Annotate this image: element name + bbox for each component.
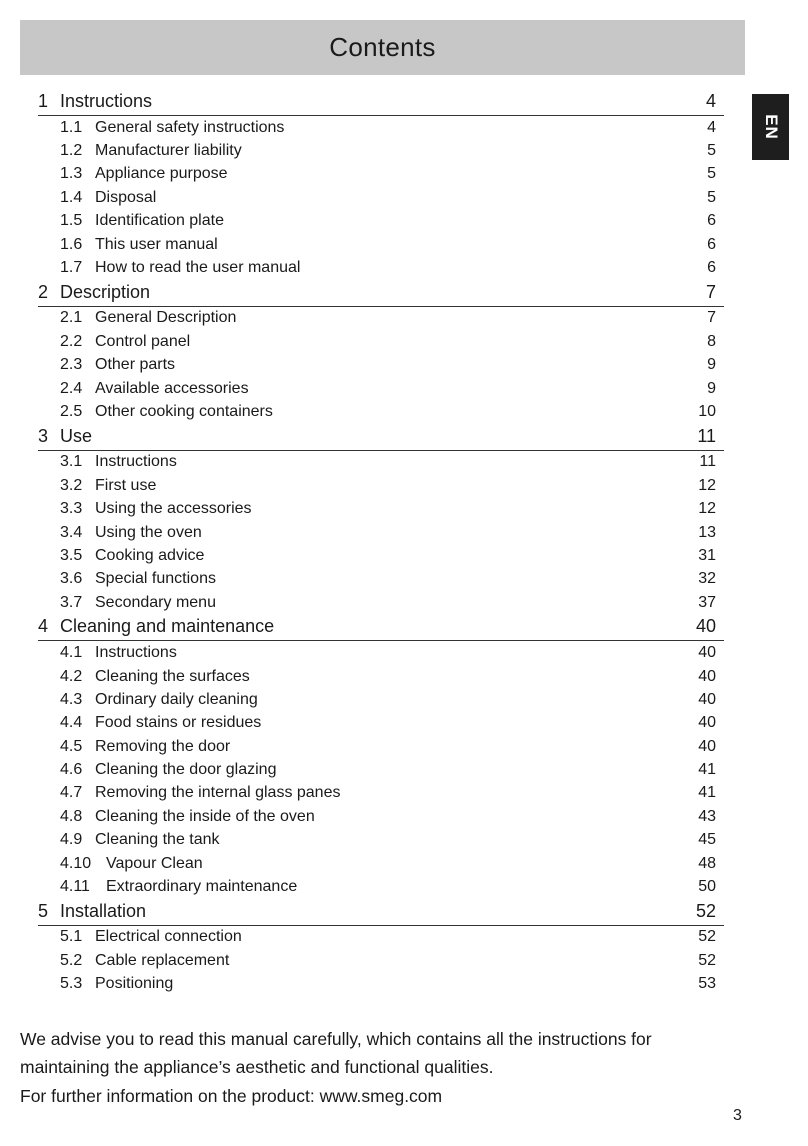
section-number: 4.4: [60, 714, 83, 732]
section-number: 3.6: [60, 570, 83, 588]
section-title: Cable replacement: [95, 951, 230, 969]
toc-chapter[interactable]: [38, 899, 724, 926]
section-heading: [60, 784, 340, 802]
section-number: 4.2: [60, 667, 83, 685]
chapter-number: 1: [38, 91, 49, 111]
section-page: 40: [698, 690, 716, 708]
section-title: Other cooking containers: [95, 402, 273, 420]
section-page: 48: [698, 854, 716, 872]
section-heading: [60, 691, 258, 709]
section-number: 4.8: [60, 807, 83, 825]
footer-note: [20, 1025, 740, 1110]
contents-title-bar: [20, 20, 745, 75]
toc-section[interactable]: [38, 758, 724, 781]
section-page: 6: [707, 212, 716, 230]
toc-chapter[interactable]: [38, 89, 724, 116]
section-number: 3.5: [60, 546, 83, 564]
toc-section[interactable]: [38, 210, 724, 233]
section-title: This user manual: [95, 235, 218, 253]
chapter-heading: [38, 282, 150, 303]
section-heading: [60, 831, 220, 849]
section-number: 4.9: [60, 831, 83, 849]
section-heading: [60, 668, 250, 686]
page-number: 3: [733, 1107, 742, 1124]
toc-section[interactable]: [38, 568, 724, 591]
section-number: 4.10: [60, 854, 92, 872]
section-heading: [60, 477, 156, 495]
section-title: Secondary menu: [95, 593, 216, 611]
section-number: 4.6: [60, 761, 83, 779]
section-number: 1.5: [60, 212, 83, 230]
section-title: First use: [95, 476, 157, 494]
section-title: Other parts: [95, 356, 176, 374]
section-title: General safety instructions: [95, 118, 285, 136]
section-heading: [60, 855, 203, 873]
section-title: Vapour Clean: [106, 854, 203, 872]
section-title: Instructions: [95, 453, 177, 471]
section-heading: [60, 644, 177, 662]
section-heading: [60, 119, 284, 137]
chapter-page: 52: [695, 900, 716, 921]
section-heading: [60, 594, 216, 612]
toc-section[interactable]: [38, 451, 724, 474]
chapter-heading: [38, 91, 152, 112]
section-page: 8: [707, 332, 716, 350]
toc-section[interactable]: [38, 139, 724, 162]
info-text: For further information on the product: www.smeg.com: [20, 1086, 443, 1106]
section-page: 4: [707, 118, 716, 136]
section-number: 3.1: [60, 453, 83, 471]
section-number: 5.2: [60, 951, 83, 969]
toc-section[interactable]: [38, 875, 724, 898]
section-heading: [60, 165, 228, 183]
section-heading: [60, 259, 300, 277]
section-title: Cleaning the surfaces: [95, 667, 250, 685]
chapter-title: Instructions: [60, 91, 153, 111]
section-title: Special functions: [95, 570, 216, 588]
section-title: Food stains or residues: [95, 714, 262, 732]
language-label: EN: [761, 114, 781, 140]
section-page: 43: [698, 807, 716, 825]
table-of-contents: [38, 89, 724, 996]
section-page: 7: [707, 309, 716, 327]
advice-text: We advise you to read this manual carefully, which contains all the instructions for maintaining the appliance’s aesthetic and functional qualities.: [20, 1029, 652, 1077]
toc-section[interactable]: [38, 377, 724, 400]
section-title: Available accessories: [95, 379, 249, 397]
section-heading: [60, 975, 173, 993]
section-title: Extraordinary maintenance: [106, 878, 298, 896]
chapter-title: Cleaning and maintenance: [60, 616, 275, 637]
toc-section[interactable]: [38, 521, 724, 544]
section-number: 4.1: [60, 644, 83, 662]
section-number: 4.5: [60, 737, 83, 755]
toc-section[interactable]: [38, 330, 724, 353]
toc-section[interactable]: [38, 852, 724, 875]
chapter-page: 4: [705, 91, 716, 111]
section-page: 41: [698, 784, 716, 802]
section-title: Disposal: [95, 188, 157, 206]
section-heading: [60, 952, 229, 970]
toc-section[interactable]: [38, 805, 724, 828]
section-page: 5: [707, 165, 716, 183]
section-page: 50: [698, 878, 716, 896]
section-title: Ordinary daily cleaning: [95, 690, 258, 708]
section-heading: [60, 212, 224, 230]
toc-section[interactable]: [38, 474, 724, 497]
chapter-page: 40: [695, 616, 716, 637]
section-page: 6: [707, 259, 716, 277]
chapter-number: 5: [38, 900, 49, 921]
section-heading: [60, 928, 242, 946]
section-number: 1.6: [60, 235, 83, 253]
section-page: 10: [698, 402, 716, 420]
section-number: 4.7: [60, 784, 83, 802]
section-title: Control panel: [95, 332, 191, 350]
section-number: 4.3: [60, 690, 83, 708]
section-title: Removing the door: [95, 737, 231, 755]
toc-section[interactable]: [38, 829, 724, 852]
section-page: 40: [698, 714, 716, 732]
section-page: 32: [698, 570, 716, 588]
section-heading: [60, 524, 202, 542]
section-heading: [60, 714, 261, 732]
section-heading: [60, 309, 236, 327]
section-heading: [60, 738, 230, 756]
section-page: 45: [698, 831, 716, 849]
section-page: 53: [698, 975, 716, 993]
section-title: General Description: [95, 309, 237, 327]
section-title: Electrical connection: [95, 928, 242, 946]
toc-section[interactable]: [38, 949, 724, 972]
section-page: 9: [707, 379, 716, 397]
section-title: Using the accessories: [95, 500, 252, 518]
section-number: 2.2: [60, 332, 83, 350]
section-page: 5: [707, 142, 716, 160]
section-heading: [60, 570, 216, 588]
section-number: 3.3: [60, 500, 83, 518]
section-page: 40: [698, 737, 716, 755]
section-title: Positioning: [95, 975, 174, 993]
section-page: 13: [698, 523, 716, 541]
section-number: 3.7: [60, 593, 83, 611]
section-title: Using the oven: [95, 523, 202, 541]
toc-section[interactable]: [38, 665, 724, 688]
section-heading: [60, 380, 249, 398]
section-number: 1.3: [60, 165, 83, 183]
toc-section[interactable]: [38, 973, 724, 996]
section-page: 12: [698, 500, 716, 518]
chapter-heading: [38, 616, 274, 637]
toc-section[interactable]: [38, 233, 724, 256]
section-page: 31: [698, 546, 716, 564]
section-page: 52: [698, 951, 716, 969]
section-page: 5: [707, 188, 716, 206]
section-page: 6: [707, 235, 716, 253]
language-tab: [752, 94, 789, 160]
chapter-number: 3: [38, 425, 49, 446]
section-number: 1.1: [60, 118, 83, 136]
section-heading: [60, 189, 156, 207]
toc-section[interactable]: [38, 256, 724, 279]
toc-section[interactable]: [38, 735, 724, 758]
section-number: 2.1: [60, 309, 83, 327]
chapter-number: 2: [38, 281, 49, 302]
chapter-heading: [38, 901, 146, 922]
section-title: Cleaning the door glazing: [95, 761, 277, 779]
toc-chapter[interactable]: [38, 280, 724, 307]
toc-section[interactable]: [38, 116, 724, 139]
toc-chapter[interactable]: [38, 614, 724, 641]
section-heading: [60, 878, 297, 896]
section-title: Manufacturer liability: [95, 142, 242, 160]
section-heading: [60, 333, 190, 351]
section-title: Removing the internal glass panes: [95, 784, 341, 802]
section-number: 2.5: [60, 402, 83, 420]
section-number: 5.1: [60, 928, 83, 946]
section-title: How to read the user manual: [95, 259, 301, 277]
section-page: 40: [698, 667, 716, 685]
toc-section[interactable]: [38, 544, 724, 567]
toc-section[interactable]: [38, 354, 724, 377]
section-page: 52: [698, 928, 716, 946]
toc-section[interactable]: [38, 641, 724, 664]
toc-section[interactable]: [38, 782, 724, 805]
page-title: Contents: [329, 32, 436, 62]
section-page: 9: [707, 356, 716, 374]
toc-section[interactable]: [38, 712, 724, 735]
toc-section[interactable]: [38, 591, 724, 614]
section-page: 37: [698, 593, 716, 611]
section-title: Appliance purpose: [95, 165, 228, 183]
section-number: 4.11: [60, 878, 90, 896]
toc-section[interactable]: [38, 163, 724, 186]
section-title: Cleaning the inside of the oven: [95, 807, 315, 825]
section-number: 3.2: [60, 476, 83, 494]
chapter-title: Installation: [60, 900, 147, 921]
section-number: 2.4: [60, 379, 83, 397]
section-heading: [60, 236, 218, 254]
section-heading: [60, 808, 315, 826]
section-number: 5.3: [60, 975, 83, 993]
section-title: Cleaning the tank: [95, 831, 220, 849]
section-heading: [60, 142, 242, 160]
toc-section[interactable]: [38, 688, 724, 711]
section-number: 1.7: [60, 259, 83, 277]
section-page: 40: [698, 644, 716, 662]
chapter-page: 11: [697, 425, 716, 446]
toc-section[interactable]: [38, 307, 724, 330]
toc-section[interactable]: [38, 926, 724, 949]
toc-chapter[interactable]: [38, 424, 724, 451]
section-page: 12: [698, 476, 716, 494]
chapter-page: 7: [705, 281, 716, 302]
section-page: 11: [699, 453, 716, 471]
toc-section[interactable]: [38, 497, 724, 520]
section-heading: [60, 500, 252, 518]
chapter-title: Use: [60, 425, 93, 446]
chapter-heading: [38, 426, 92, 447]
section-number: 2.3: [60, 356, 83, 374]
section-heading: [60, 761, 276, 779]
section-heading: [60, 453, 177, 471]
section-title: Cooking advice: [95, 546, 205, 564]
section-title: Identification plate: [95, 212, 224, 230]
section-heading: [60, 356, 175, 374]
chapter-title: Description: [60, 281, 151, 302]
section-heading: [60, 547, 204, 565]
toc-section[interactable]: [38, 400, 724, 423]
chapter-number: 4: [38, 616, 49, 637]
section-title: Instructions: [95, 644, 177, 662]
toc-section[interactable]: [38, 186, 724, 209]
section-heading: [60, 403, 273, 421]
section-number: 1.4: [60, 188, 83, 206]
section-page: 41: [698, 761, 716, 779]
section-number: 3.4: [60, 523, 83, 541]
section-number: 1.2: [60, 142, 83, 160]
